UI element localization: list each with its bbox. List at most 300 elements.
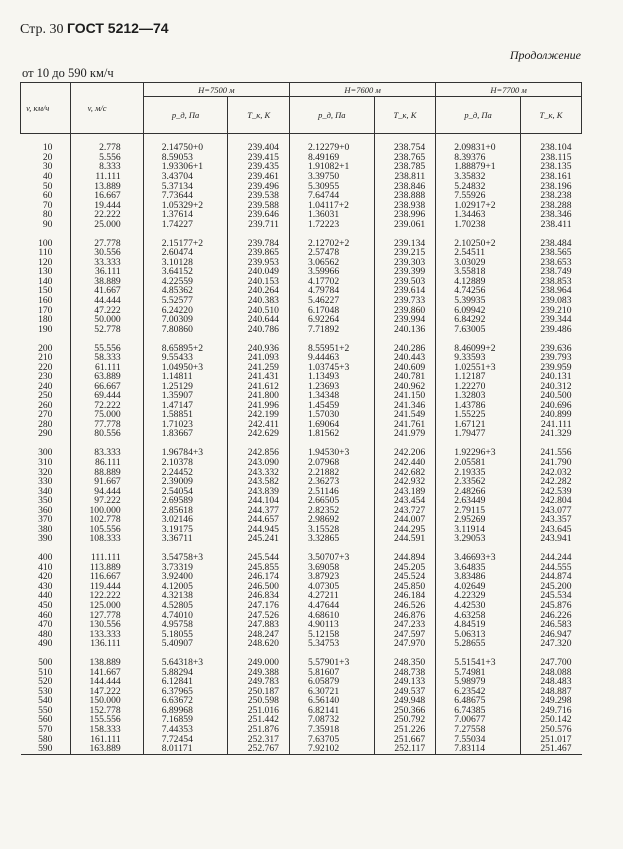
cell-v-ms: 105.556 bbox=[71, 525, 143, 535]
cell-t-7500: 246.174 bbox=[228, 572, 290, 582]
cell-p-7500: 1.71023 bbox=[143, 420, 228, 430]
cell-p-7600: 3.59966 bbox=[289, 267, 374, 277]
cell-p-7500: 3.02146 bbox=[143, 515, 228, 525]
cell-v-ms: 141.667 bbox=[71, 668, 143, 678]
cell-v-kmh: 360 bbox=[38, 504, 53, 516]
cell-t-7500: 240.510 bbox=[228, 306, 290, 316]
cell-p-7500: 6.63672 bbox=[143, 696, 228, 706]
cell-p-7700: 5.74981 bbox=[436, 668, 521, 678]
cell-v-ms: 50.000 bbox=[71, 315, 143, 325]
cell-t-7500: 248.247 bbox=[228, 630, 290, 640]
cell-t-7700: 243.077 bbox=[520, 506, 581, 516]
cell-v-kmh: 520 bbox=[38, 676, 53, 688]
cell-p-7500: 1.96784+3 bbox=[143, 448, 228, 458]
cell-t-7700: 238.135 bbox=[520, 162, 581, 172]
cell-p-7700: 3.46693+3 bbox=[436, 553, 521, 563]
cell-v-ms: 5.556 bbox=[71, 153, 143, 163]
cell-v-kmh: 410 bbox=[38, 561, 53, 573]
cell-v-ms: 77.778 bbox=[71, 420, 143, 430]
sub-p: p_д, Па bbox=[289, 97, 374, 134]
cell-v-ms: 38.889 bbox=[71, 277, 143, 287]
cell-p-7700: 4.42530 bbox=[436, 601, 521, 611]
cell-p-7600: 5.34753 bbox=[289, 639, 374, 649]
cell-v-kmh: 50 bbox=[42, 180, 53, 192]
cell-t-7700: 240.696 bbox=[520, 401, 581, 411]
cell-t-7700: 244.555 bbox=[520, 563, 581, 573]
cell-t-7500: 240.936 bbox=[228, 344, 290, 354]
cell-t-7700: 238.161 bbox=[520, 172, 581, 182]
cell-v-kmh: 420 bbox=[38, 571, 53, 583]
cell-p-7500: 5.18055 bbox=[143, 630, 228, 640]
cell-v-ms: 163.889 bbox=[71, 744, 143, 754]
cell-p-7500: 2.15177+2 bbox=[143, 239, 228, 249]
table-row bbox=[21, 534, 582, 544]
cell-v-kmh: 160 bbox=[38, 294, 53, 306]
cell-p-7700: 6.23542 bbox=[436, 687, 521, 697]
cell-p-7500: 2.60474 bbox=[143, 248, 228, 258]
cell-t-7600: 247.970 bbox=[374, 639, 436, 649]
cell-t-7500: 241.093 bbox=[228, 353, 290, 363]
sub-p: p_д, Па bbox=[143, 97, 228, 134]
cell-p-7600: 7.71892 bbox=[289, 325, 374, 335]
cell-t-7600: 238.888 bbox=[374, 191, 436, 201]
cell-p-7700: 3.11914 bbox=[436, 525, 521, 535]
cell-t-7700: 247.320 bbox=[520, 639, 581, 649]
cell-v-ms: 136.111 bbox=[71, 639, 143, 649]
cell-t-7500: 247.526 bbox=[228, 611, 290, 621]
cell-v-kmh: 350 bbox=[38, 495, 53, 507]
cell-p-7600: 5.30955 bbox=[289, 182, 374, 192]
cell-v-kmh: 310 bbox=[38, 456, 53, 468]
cell-p-7500: 4.52805 bbox=[143, 601, 228, 611]
cell-v-ms: 150.000 bbox=[71, 696, 143, 706]
cell-p-7500: 3.54758+3 bbox=[143, 553, 228, 563]
cell-v-kmh: 10 bbox=[42, 142, 53, 154]
cell-t-7500: 239.415 bbox=[228, 153, 290, 163]
cell-t-7700: 246.583 bbox=[520, 620, 581, 630]
cell-p-7600: 3.39750 bbox=[289, 172, 374, 182]
cell-t-7700: 249.298 bbox=[520, 696, 581, 706]
cell-v-kmh: 560 bbox=[38, 714, 53, 726]
cell-t-7700: 238.853 bbox=[520, 277, 581, 287]
table-row bbox=[21, 429, 582, 439]
cell-v-kmh: 590 bbox=[21, 744, 71, 754]
cell-p-7700: 1.02551+3 bbox=[436, 363, 521, 373]
cell-t-7600: 240.443 bbox=[374, 353, 436, 363]
cell-t-7700: 242.032 bbox=[520, 468, 581, 478]
cell-t-7500: 252.767 bbox=[228, 744, 290, 754]
cell-p-7600: 2.07968 bbox=[289, 458, 374, 468]
cell-t-7700: 239.636 bbox=[520, 344, 581, 354]
cell-t-7700: 246.947 bbox=[520, 630, 581, 640]
cell-t-7600: 242.440 bbox=[374, 458, 436, 468]
cell-v-kmh: 140 bbox=[38, 275, 53, 287]
cell-v-ms: 113.889 bbox=[71, 563, 143, 573]
cell-p-7500: 3.64152 bbox=[143, 267, 228, 277]
cell-t-7600: 252.117 bbox=[374, 744, 436, 754]
cell-t-7600: 246.526 bbox=[374, 601, 436, 611]
cell-p-7500: 9.55433 bbox=[143, 353, 228, 363]
cell-t-7500: 239.435 bbox=[228, 162, 290, 172]
cell-t-7700: 245.876 bbox=[520, 601, 581, 611]
cell-t-7600: 244.295 bbox=[374, 525, 436, 535]
cell-p-7500: 1.37614 bbox=[143, 210, 228, 220]
cell-p-7500: 3.10128 bbox=[143, 258, 228, 268]
cell-p-7700: 1.79477 bbox=[436, 429, 521, 439]
cell-v-ms: 97.222 bbox=[71, 496, 143, 506]
cell-t-7500: 243.839 bbox=[228, 487, 290, 497]
cell-t-7600: 239.733 bbox=[374, 296, 436, 306]
cell-p-7600: 3.15528 bbox=[289, 525, 374, 535]
cell-p-7600: 1.72223 bbox=[289, 220, 374, 230]
cell-t-7700: 243.645 bbox=[520, 525, 581, 535]
cell-v-kmh: 70 bbox=[42, 199, 53, 211]
cell-p-7700: 5.28655 bbox=[436, 639, 521, 649]
cell-p-7600: 1.34348 bbox=[289, 391, 374, 401]
cell-p-7700: 1.70238 bbox=[436, 220, 521, 230]
cell-t-7600: 238.765 bbox=[374, 153, 436, 163]
table-header bbox=[21, 83, 582, 134]
cell-p-7500: 7.00309 bbox=[143, 315, 228, 325]
cell-t-7700: 238.196 bbox=[520, 182, 581, 192]
cell-p-7600: 3.87923 bbox=[289, 572, 374, 582]
cell-v-kmh: 400 bbox=[38, 552, 53, 564]
cell-p-7700: 1.34463 bbox=[436, 210, 521, 220]
cell-p-7700: 3.83486 bbox=[436, 572, 521, 582]
cell-v-kmh: 330 bbox=[38, 476, 53, 488]
cell-p-7500: 6.12841 bbox=[143, 677, 228, 687]
cell-t-7700: 245.200 bbox=[520, 582, 581, 592]
cell-p-7500: 8.59053 bbox=[143, 153, 228, 163]
cell-t-7700: 240.500 bbox=[520, 391, 581, 401]
cell-p-7500: 1.93306+1 bbox=[143, 162, 228, 172]
cell-t-7500: 244.657 bbox=[228, 515, 290, 525]
cell-t-7700: 238.749 bbox=[520, 267, 581, 277]
cell-t-7700: 251.017 bbox=[520, 735, 581, 745]
cell-p-7500: 3.19175 bbox=[143, 525, 228, 535]
cell-p-7500: 5.52577 bbox=[143, 296, 228, 306]
cell-p-7700: 1.32803 bbox=[436, 391, 521, 401]
cell-t-7500: 243.332 bbox=[228, 468, 290, 478]
data-table bbox=[20, 82, 582, 755]
cell-t-7700: 241.329 bbox=[520, 429, 581, 439]
cell-t-7600: 240.962 bbox=[374, 382, 436, 392]
cell-p-7600: 7.35918 bbox=[289, 725, 374, 735]
cell-v-kmh: 500 bbox=[38, 657, 53, 669]
cell-p-7600: 3.50707+3 bbox=[289, 553, 374, 563]
cell-v-ms: 8.333 bbox=[71, 162, 143, 172]
group-h7500: H=7500 м bbox=[143, 83, 289, 97]
cell-t-7600: 242.932 bbox=[374, 477, 436, 487]
cell-t-7500: 248.620 bbox=[228, 639, 290, 649]
cell-v-kmh: 190 bbox=[38, 323, 53, 335]
cell-v-ms: 58.333 bbox=[71, 353, 143, 363]
cell-v-ms: 13.889 bbox=[71, 182, 143, 192]
cell-v-ms: 52.778 bbox=[71, 325, 143, 335]
cell-v-kmh: 20 bbox=[42, 151, 53, 163]
cell-t-7700: 247.700 bbox=[520, 658, 581, 668]
cell-p-7600: 1.03745+3 bbox=[289, 363, 374, 373]
col-v-ms: v, м/с bbox=[71, 83, 143, 134]
cell-v-kmh: 290 bbox=[38, 428, 53, 440]
cell-t-7600: 244.591 bbox=[374, 534, 436, 544]
cell-v-kmh: 270 bbox=[38, 409, 53, 421]
cell-p-7500: 2.85618 bbox=[143, 506, 228, 516]
cell-p-7600: 7.63705 bbox=[289, 735, 374, 745]
sub-t: T_к, К bbox=[520, 97, 581, 134]
cell-p-7700: 5.06313 bbox=[436, 630, 521, 640]
cell-t-7600: 251.226 bbox=[374, 725, 436, 735]
cell-p-7500: 3.36711 bbox=[143, 534, 228, 544]
cell-p-7600: 8.49169 bbox=[289, 153, 374, 163]
cell-p-7500: 1.25129 bbox=[143, 382, 228, 392]
cell-t-7600: 239.614 bbox=[374, 286, 436, 296]
cell-p-7500: 4.74010 bbox=[143, 611, 228, 621]
cell-p-7500: 7.72454 bbox=[143, 735, 228, 745]
cell-t-7700: 251.467 bbox=[520, 744, 581, 754]
cell-v-kmh: 40 bbox=[42, 171, 53, 183]
cell-p-7600: 4.17702 bbox=[289, 277, 374, 287]
cell-t-7600: 238.754 bbox=[374, 143, 436, 153]
cell-p-7500: 4.12005 bbox=[143, 582, 228, 592]
cell-v-ms: 11.111 bbox=[71, 172, 143, 182]
cell-v-ms: 66.667 bbox=[71, 382, 143, 392]
cell-v-ms: 80.556 bbox=[71, 429, 143, 439]
cell-v-kmh: 130 bbox=[38, 266, 53, 278]
cell-v-ms: 25.000 bbox=[71, 220, 143, 230]
cell-v-kmh: 250 bbox=[38, 390, 53, 402]
cell-t-7600: 242.206 bbox=[374, 448, 436, 458]
cell-v-kmh: 480 bbox=[38, 628, 53, 640]
sub-t: T_к, К bbox=[374, 97, 436, 134]
cell-p-7600: 1.81562 bbox=[289, 429, 374, 439]
cell-v-ms: 27.778 bbox=[71, 239, 143, 249]
cell-p-7500: 5.64318+3 bbox=[143, 658, 228, 668]
cell-p-7600: 5.81607 bbox=[289, 668, 374, 678]
cell-v-ms: 127.778 bbox=[71, 611, 143, 621]
cell-t-7600: 238.938 bbox=[374, 201, 436, 211]
cell-v-kmh: 540 bbox=[38, 695, 53, 707]
cell-t-7700: 243.357 bbox=[520, 515, 581, 525]
cell-t-7600: 249.537 bbox=[374, 687, 436, 697]
cell-t-7700: 238.565 bbox=[520, 248, 581, 258]
cell-v-kmh: 460 bbox=[38, 609, 53, 621]
cell-v-ms: 86.111 bbox=[71, 458, 143, 468]
cell-t-7500: 252.317 bbox=[228, 735, 290, 745]
cell-t-7500: 239.784 bbox=[228, 239, 290, 249]
cell-v-ms: 116.667 bbox=[71, 572, 143, 582]
cell-p-7700: 1.88879+1 bbox=[436, 162, 521, 172]
cell-p-7500: 8.65895+2 bbox=[143, 344, 228, 354]
cell-t-7700: 244.244 bbox=[520, 553, 581, 563]
cell-p-7700: 2.19335 bbox=[436, 468, 521, 478]
cell-v-ms: 47.222 bbox=[71, 306, 143, 316]
cell-p-7600: 4.07305 bbox=[289, 582, 374, 592]
cell-t-7500: 241.259 bbox=[228, 363, 290, 373]
cell-p-7700: 2.54511 bbox=[436, 248, 521, 258]
cell-v-ms: 125.000 bbox=[71, 601, 143, 611]
cell-t-7500: 240.049 bbox=[228, 267, 290, 277]
continuation-note: Продолжение bbox=[509, 48, 581, 62]
cell-p-7600: 1.36031 bbox=[289, 210, 374, 220]
cell-v-kmh: 380 bbox=[38, 523, 53, 535]
cell-t-7600: 239.860 bbox=[374, 306, 436, 316]
cell-p-7600: 2.66505 bbox=[289, 496, 374, 506]
cell-t-7600: 251.667 bbox=[374, 735, 436, 745]
cell-t-7500: 239.953 bbox=[228, 258, 290, 268]
cell-t-7600: 238.996 bbox=[374, 210, 436, 220]
cell-p-7700: 1.43786 bbox=[436, 401, 521, 411]
cell-t-7600: 241.549 bbox=[374, 410, 436, 420]
cell-p-7700: 7.27558 bbox=[436, 725, 521, 735]
cell-t-7600: 238.785 bbox=[374, 162, 436, 172]
cell-v-kmh: 260 bbox=[38, 399, 53, 411]
cell-t-7600: 240.781 bbox=[374, 372, 436, 382]
cell-t-7700: 238.104 bbox=[520, 143, 581, 153]
cell-t-7600: 238.811 bbox=[374, 172, 436, 182]
cell-v-kmh: 60 bbox=[42, 190, 53, 202]
cell-p-7600: 7.92102 bbox=[289, 744, 374, 754]
cell-p-7700: 4.02649 bbox=[436, 582, 521, 592]
cell-t-7600: 243.454 bbox=[374, 496, 436, 506]
cell-p-7700: 1.22270 bbox=[436, 382, 521, 392]
cell-v-kmh: 580 bbox=[38, 733, 53, 745]
cell-v-ms: 133.333 bbox=[71, 630, 143, 640]
cell-p-7500: 2.69589 bbox=[143, 496, 228, 506]
cell-v-ms: 111.111 bbox=[71, 553, 143, 563]
table-row bbox=[21, 220, 582, 230]
cell-v-kmh: 30 bbox=[42, 161, 53, 173]
cell-p-7700: 2.05581 bbox=[436, 458, 521, 468]
cell-v-kmh: 80 bbox=[42, 209, 53, 221]
cell-p-7700: 8.39376 bbox=[436, 153, 521, 163]
cell-t-7700: 246.226 bbox=[520, 611, 581, 621]
cell-t-7600: 249.133 bbox=[374, 677, 436, 687]
cell-p-7600: 3.32865 bbox=[289, 534, 374, 544]
cell-t-7600: 243.189 bbox=[374, 487, 436, 497]
cell-t-7700: 242.282 bbox=[520, 477, 581, 487]
cell-p-7700: 5.51541+3 bbox=[436, 658, 521, 668]
cell-t-7700: 238.346 bbox=[520, 210, 581, 220]
cell-t-7500: 240.153 bbox=[228, 277, 290, 287]
cell-p-7700: 3.35832 bbox=[436, 172, 521, 182]
cell-p-7600: 3.06562 bbox=[289, 258, 374, 268]
cell-p-7700: 3.03029 bbox=[436, 258, 521, 268]
cell-t-7700: 240.131 bbox=[520, 372, 581, 382]
cell-p-7600: 4.68610 bbox=[289, 611, 374, 621]
cell-t-7600: 247.233 bbox=[374, 620, 436, 630]
cell-p-7600: 5.12158 bbox=[289, 630, 374, 640]
cell-t-7700: 238.411 bbox=[520, 220, 581, 230]
cell-p-7600: 2.12702+2 bbox=[289, 239, 374, 249]
cell-p-7700: 6.74385 bbox=[436, 706, 521, 716]
cell-v-kmh: 320 bbox=[38, 466, 53, 478]
cell-p-7700: 6.84292 bbox=[436, 315, 521, 325]
cell-t-7500: 242.629 bbox=[228, 429, 290, 439]
cell-t-7700: 239.344 bbox=[520, 315, 581, 325]
cell-v-kmh: 280 bbox=[38, 418, 53, 430]
cell-t-7600: 241.761 bbox=[374, 420, 436, 430]
cell-p-7600: 5.57901+3 bbox=[289, 658, 374, 668]
cell-v-kmh: 110 bbox=[38, 247, 53, 259]
cell-v-kmh: 490 bbox=[38, 638, 53, 650]
cell-t-7700: 244.874 bbox=[520, 572, 581, 582]
cell-t-7500: 239.404 bbox=[228, 143, 290, 153]
cell-p-7500: 8.01171 bbox=[143, 744, 228, 754]
cell-p-7600: 2.21882 bbox=[289, 468, 374, 478]
cell-p-7500: 1.58851 bbox=[143, 410, 228, 420]
cell-p-7700: 2.79115 bbox=[436, 506, 521, 516]
cell-t-7600: 239.215 bbox=[374, 248, 436, 258]
cell-p-7500: 1.04950+3 bbox=[143, 363, 228, 373]
cell-t-7500: 249.000 bbox=[228, 658, 290, 668]
cell-p-7600: 6.17048 bbox=[289, 306, 374, 316]
cell-t-7600: 241.150 bbox=[374, 391, 436, 401]
cell-t-7500: 246.834 bbox=[228, 591, 290, 601]
cell-p-7600: 6.05879 bbox=[289, 677, 374, 687]
cell-p-7600: 5.46227 bbox=[289, 296, 374, 306]
cell-t-7700: 249.716 bbox=[520, 706, 581, 716]
cell-t-7500: 240.383 bbox=[228, 296, 290, 306]
cell-p-7700: 4.84519 bbox=[436, 620, 521, 630]
cell-p-7700: 1.67121 bbox=[436, 420, 521, 430]
cell-v-kmh: 510 bbox=[38, 666, 53, 678]
cell-p-7500: 4.22559 bbox=[143, 277, 228, 287]
cell-v-ms: 36.111 bbox=[71, 267, 143, 277]
cell-p-7600: 8.55951+2 bbox=[289, 344, 374, 354]
cell-v-ms: 138.889 bbox=[71, 658, 143, 668]
cell-v-ms: 122.222 bbox=[71, 591, 143, 601]
cell-p-7600: 1.45459 bbox=[289, 401, 374, 411]
cell-p-7700: 2.48266 bbox=[436, 487, 521, 497]
cell-p-7600: 1.04117+2 bbox=[289, 201, 374, 211]
cell-t-7700: 240.312 bbox=[520, 382, 581, 392]
cell-p-7700: 7.00677 bbox=[436, 715, 521, 725]
cell-v-kmh: 210 bbox=[38, 352, 53, 364]
cell-t-7500: 251.876 bbox=[228, 725, 290, 735]
cell-t-7500: 249.783 bbox=[228, 677, 290, 687]
cell-v-ms: 19.444 bbox=[71, 201, 143, 211]
cell-p-7700: 7.55034 bbox=[436, 735, 521, 745]
cell-v-ms: 72.222 bbox=[71, 401, 143, 411]
cell-p-7500: 5.40907 bbox=[143, 639, 228, 649]
cell-p-7700: 3.55818 bbox=[436, 267, 521, 277]
cell-t-7700: 238.653 bbox=[520, 258, 581, 268]
cell-t-7600: 243.727 bbox=[374, 506, 436, 516]
cell-p-7700: 2.95269 bbox=[436, 515, 521, 525]
cell-t-7600: 248.350 bbox=[374, 658, 436, 668]
cell-p-7700: 1.12187 bbox=[436, 372, 521, 382]
cell-t-7600: 239.399 bbox=[374, 267, 436, 277]
cell-t-7500: 239.711 bbox=[228, 220, 290, 230]
cell-p-7500: 7.44353 bbox=[143, 725, 228, 735]
cell-p-7700: 6.48675 bbox=[436, 696, 521, 706]
cell-t-7700: 241.556 bbox=[520, 448, 581, 458]
cell-t-7500: 250.187 bbox=[228, 687, 290, 697]
cell-v-ms: 102.778 bbox=[71, 515, 143, 525]
cell-p-7600: 1.91082+1 bbox=[289, 162, 374, 172]
standard-number: ГОСТ 5212—74 bbox=[66, 20, 169, 36]
table-row bbox=[21, 744, 582, 754]
cell-p-7500: 3.43704 bbox=[143, 172, 228, 182]
cell-t-7500: 241.612 bbox=[228, 382, 290, 392]
cell-t-7600: 241.346 bbox=[374, 401, 436, 411]
cell-p-7600: 6.56140 bbox=[289, 696, 374, 706]
cell-t-7500: 250.598 bbox=[228, 696, 290, 706]
cell-v-ms: 83.333 bbox=[71, 448, 143, 458]
page-header bbox=[20, 20, 169, 38]
cell-t-7700: 240.899 bbox=[520, 410, 581, 420]
